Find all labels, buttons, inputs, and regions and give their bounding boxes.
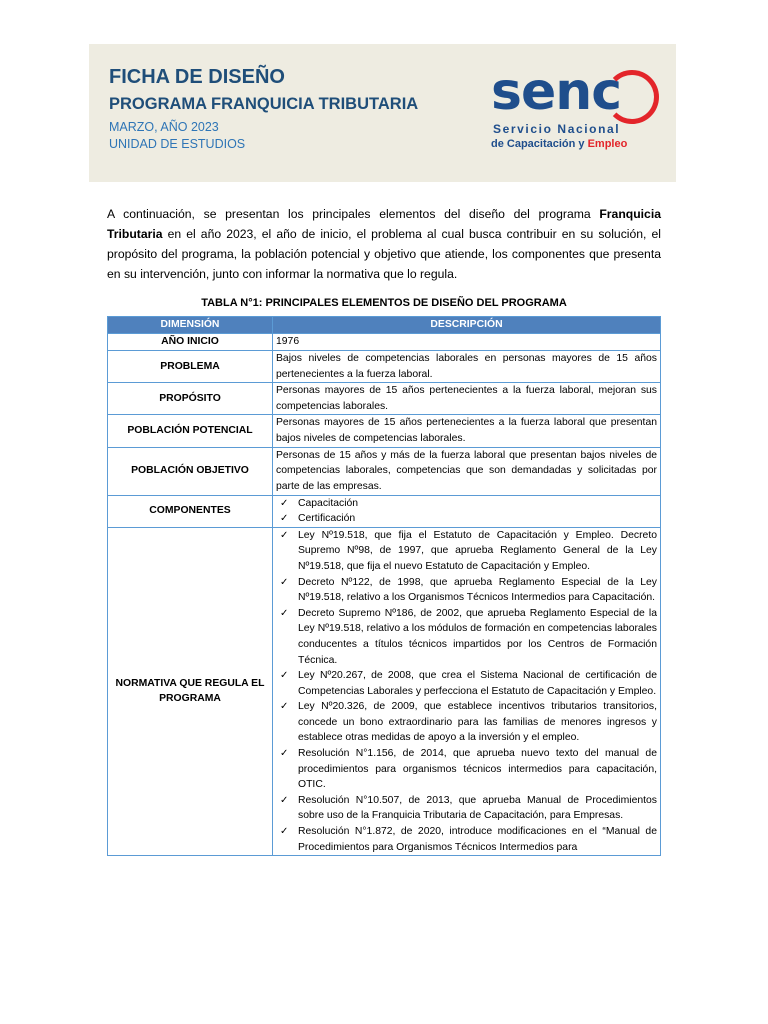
document-unit: UNIDAD DE ESTUDIOS — [109, 137, 246, 151]
row-value: Personas mayores de 15 años pertenecientes a la fuerza laboral, mejoran sus competencias laborales. — [273, 383, 661, 415]
list-item: ✓ Decreto Supremo Nº186, de 2002, que aprueba Reglamento Especial de la Ley Nº19.518, relativo a los módulos de formación en competencias laborales conducentes a títulos técnicos impartidos por los Centros de Formación Técnica. — [276, 606, 657, 668]
logo-tagline-1: Servicio Nacional — [493, 122, 621, 136]
table-row — [108, 415, 661, 447]
sence-logo — [491, 64, 661, 154]
table-row — [108, 334, 661, 351]
intro-text-2: en el año 2023, el año de inicio, el problema al cual busca contribuir en su solución, el propósito del programa, la población potencial y objetivo que atiende, los componentes que presenta en su intervención, junto con informar la normativa que lo regula. — [107, 227, 661, 281]
list-item: ✓ Decreto Nº122, de 1998, que aprueba Reglamento Especial de la Ley Nº19.518, relativo a los Organismos Técnicos Intermedios para Capacitación. — [276, 575, 657, 606]
table-caption: TABLA N°1: PRINCIPALES ELEMENTOS DE DISEÑO DEL PROGRAMA — [201, 297, 567, 309]
list-item: ✓ Resolución N°1.872, de 2020, introduce modificaciones en el “Manual de Procedimientos para Organismos Técnicos Intermedios para — [276, 824, 657, 855]
row-label: PROBLEMA — [108, 351, 273, 383]
intro-program-name: Franquicia Tributaria — [107, 207, 661, 241]
logo-tagline-2 — [491, 138, 627, 150]
design-elements-table — [107, 316, 661, 856]
list-item: ✓ Ley Nº20.326, de 2009, que establece incentivos tributarios transitorios, concede un bono extraordinario para las familias de menores ingresos y establece otras medidas de apoyo a la inversión y el empleo. — [276, 699, 657, 746]
document-header — [89, 44, 676, 182]
intro-paragraph — [107, 204, 661, 284]
row-value — [273, 527, 661, 855]
list-item: ✓ Ley Nº19.518, que fija el Estatuto de Capacitación y Empleo. Decreto Supremo Nº98, de 1997, que aprueba Reglamento General de la Ley Nº19.518, que fija el nuevo Estatuto de Capacitación y Empleo. — [276, 528, 657, 575]
logo-e-ring — [605, 70, 659, 124]
row-value: Personas de 15 años y más de la fuerza laboral que presentan bajos niveles de competencias laborales, competencias que son demandadas y solicitadas por parte de las empresas. — [273, 447, 661, 495]
list-item: ✓ Capacitación — [276, 496, 657, 512]
document-date: MARZO, AÑO 2023 — [109, 120, 219, 134]
row-label: POBLACIÓN OBJETIVO — [108, 447, 273, 495]
table-row — [108, 351, 661, 383]
row-value: 1976 — [273, 334, 661, 351]
row-label: COMPONENTES — [108, 495, 273, 527]
table-header-row — [108, 317, 661, 334]
row-label: NORMATIVA QUE REGULA EL PROGRAMA — [108, 527, 273, 855]
row-label: AÑO INICIO — [108, 334, 273, 351]
table-row — [108, 495, 661, 527]
table-row — [108, 447, 661, 495]
logo-tagline-2-red: Empleo — [587, 138, 628, 150]
document-subtitle: PROGRAMA FRANQUICIA TRIBUTARIA — [109, 95, 419, 113]
row-value: Personas mayores de 15 años pertenecientes a la fuerza laboral que presentan bajos niveles de competencias laborales. — [273, 415, 661, 447]
row-label: POBLACIÓN POTENCIAL — [108, 415, 273, 447]
row-value — [273, 495, 661, 527]
logo-wordmark: senc — [491, 62, 622, 122]
list-item: ✓ Resolución N°1.156, de 2014, que aprueba nuevo texto del manual de procedimientos para organismos técnicos intermedios para capacitación, OTIC. — [276, 746, 657, 793]
table-row — [108, 527, 661, 855]
list-item: ✓ Resolución N°10.507, de 2013, que aprueba Manual de Procedimientos sobre uso de la Franquicia Tributaria de Capacitación, para Empresas. — [276, 793, 657, 824]
header-dimension: DIMENSIÓN — [108, 317, 273, 334]
logo-tagline-2-blue: de Capacitación y — [491, 138, 588, 150]
intro-text-1: A continuación, se presentan los principales elementos del diseño del programa — [107, 207, 600, 221]
table-row — [108, 383, 661, 415]
componentes-list — [276, 496, 657, 527]
row-value: Bajos niveles de competencias laborales en personas mayores de 15 años pertenecientes a la fuerza laboral. — [273, 351, 661, 383]
list-item: ✓ Certificación — [276, 511, 657, 527]
normativa-list — [276, 528, 657, 855]
document-title: FICHA DE DISEÑO — [109, 66, 285, 88]
row-label: PROPÓSITO — [108, 383, 273, 415]
list-item: ✓ Ley Nº20.267, de 2008, que crea el Sistema Nacional de certificación de Competencias Laborales y perfecciona el Estatuto de Capacitación y Empleo. — [276, 668, 657, 699]
header-description: DESCRIPCIÓN — [273, 317, 661, 334]
